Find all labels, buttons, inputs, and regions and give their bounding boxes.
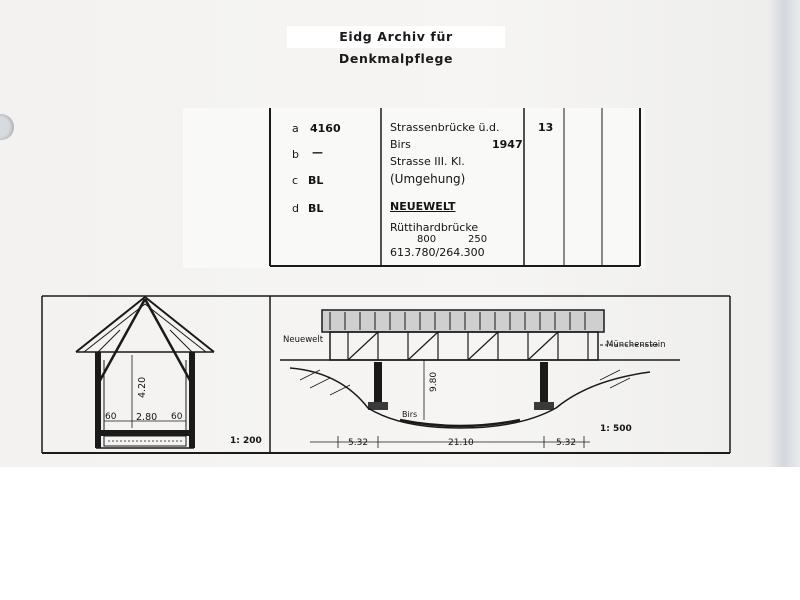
section-side-left: 60 — [105, 412, 117, 422]
elevation-span-left: 5.32 — [348, 438, 369, 448]
desc-year: 1947 — [492, 138, 523, 151]
elevation-right-place: Münchenstein — [606, 340, 666, 350]
desc-line4: (Umgehung) — [390, 172, 466, 186]
elevation-height-label: 9.80 — [429, 371, 439, 392]
elevation-river: Birs — [402, 410, 418, 419]
record-number: 13 — [538, 121, 554, 134]
field-value-a: 4160 — [310, 122, 341, 135]
section-height-label: 4.20 — [137, 376, 148, 398]
desc-coord-above-2: 250 — [468, 234, 488, 245]
desc-coord-above-1: 800 — [417, 234, 437, 245]
elevation-span-right: 5.32 — [556, 438, 577, 448]
desc-place: NEUEWELT — [390, 200, 456, 213]
field-key-b: b — [292, 148, 299, 161]
desc-line3: Strasse III. Kl. — [390, 155, 465, 168]
field-key-a: a — [292, 122, 299, 135]
desc-bridge-name: Rüttihardbrücke — [390, 221, 479, 234]
elevation-scale: 1: 500 — [600, 424, 632, 434]
field-value-c: BL — [308, 174, 324, 187]
elevation-left-place: Neuewelt — [283, 335, 324, 345]
field-value-d: BL — [308, 202, 324, 215]
field-value-b: — — [312, 146, 323, 159]
desc-coords: 613.780/264.300 — [390, 246, 485, 259]
elevation-span-main: 21.10 — [448, 438, 474, 448]
field-key-c: c — [292, 174, 299, 187]
desc-line2: Birs — [390, 138, 411, 151]
archive-stamp: Eidg Archiv für Denkmalpflege — [287, 26, 505, 48]
desc-line1: Strassenbrücke ü.d. — [390, 121, 500, 134]
section-side-right: 60 — [171, 412, 183, 422]
field-key-d: d — [292, 202, 299, 215]
section-scale: 1: 200 — [230, 436, 262, 446]
section-width-label: 2.80 — [136, 412, 158, 423]
